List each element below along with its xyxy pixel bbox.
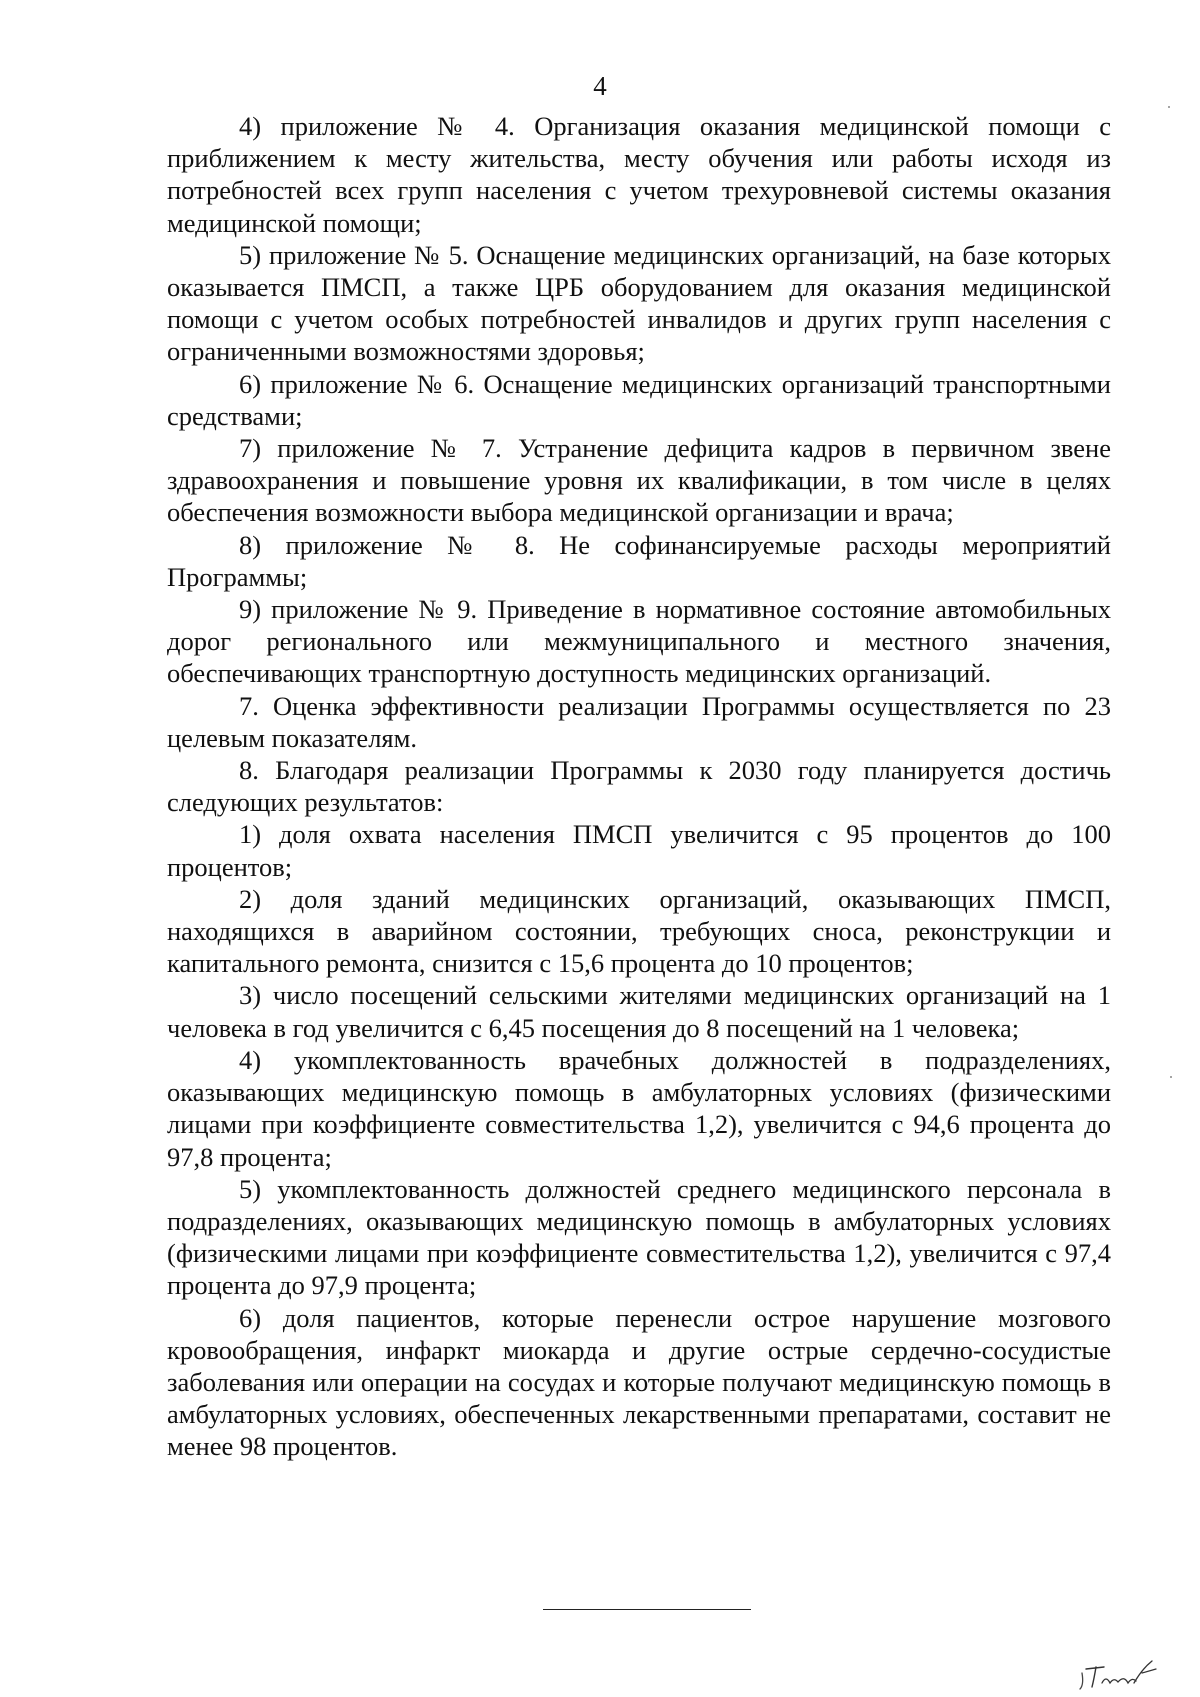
result-item-1: 1) доля охвата населения ПМСП увеличится с 95 процентов до 100 процентов; <box>167 819 1111 882</box>
scan-speck <box>1170 1076 1172 1078</box>
result-item-5: 5) укомплектованность должностей среднего медицинского персонала в подразделениях, оказывающих медицинскую помощь в амбулаторных условиях (физическими лицами при коэффициенте совместительства 1,2), увеличится с 97,4 процента до 97,9 процента; <box>167 1173 1111 1301</box>
paragraph-appendix-8: 8) приложение № 8. Не софинансируемые расходы мероприятий Программы; <box>167 529 1111 592</box>
result-item-3: 3) число посещений сельскими жителями медицинских организаций на 1 человека в год увеличится с 6,45 посещения до 8 посещений на 1 человека; <box>167 980 1111 1043</box>
handwritten-initials-signature <box>1072 1655 1167 1691</box>
end-divider-line <box>543 1609 751 1610</box>
paragraph-appendix-7: 7) приложение № 7. Устранение дефицита кадров в первичном звене здравоохранения и повышение уровня их квалификации, в том числе в целях обеспечения возможности выбора медицинской организации и врача; <box>167 433 1111 528</box>
result-item-6: 6) доля пациентов, которые перенесли острое нарушение мозгового кровообращения, инфаркт миокарда и другие острые сердечно-сосудистые заболевания или операции на сосудах и которые получают медицинскую помощь в амбулаторных условиях, обеспеченных лекарственными препаратами, составит не менее 98 процентов. <box>167 1302 1111 1462</box>
paragraph-appendix-4: 4) приложение № 4. Организация оказания медицинской помощи с приближением к месту жительства, месту обучения или работы исходя из потребностей всех групп населения с учетом трехуровневой системы оказания медицинской помощи; <box>167 111 1111 238</box>
paragraph-item-8-results: 8. Благодаря реализации Программы к 2030 году планируется достичь следующих результатов: <box>167 755 1111 818</box>
paragraph-appendix-6: 6) приложение № 6. Оснащение медицинских организаций транспортными средствами; <box>167 368 1111 431</box>
paragraph-appendix-9: 9) приложение № 9. Приведение в нормативное состояние автомобильных дорог регионального или межмуниципального и местного значения, обеспечивающих транспортную доступность медицинских организаций. <box>167 594 1111 689</box>
document-body <box>167 110 1111 1463</box>
result-item-2: 2) доля зданий медицинских организаций, оказывающих ПМСП, находящихся в аварийном состоянии, требующих сноса, реконструкции и капитального ремонта, снизится с 15,6 процента до 10 процентов; <box>167 883 1111 979</box>
paragraph-appendix-5: 5) приложение № 5. Оснащение медицинских организаций, на базе которых оказывается ПМСП, а также ЦРБ оборудованием для оказания медицинской помощи с учетом особых потребностей инвалидов и других групп населения с ограниченными возможностями здоровья; <box>167 239 1111 367</box>
scan-speck <box>1168 106 1170 108</box>
paragraph-item-7-evaluation: 7. Оценка эффективности реализации Программы осуществляется по 23 целевым показателям. <box>167 690 1111 753</box>
result-item-4: 4) укомплектованность врачебных должностей в подразделениях, оказывающих медицинскую помощь в амбулаторных условиях (физическими лицами при коэффициенте совместительства 1,2), увеличится с 94,6 процента до 97,8 процента; <box>167 1044 1111 1172</box>
page-number: 4 <box>593 71 607 101</box>
